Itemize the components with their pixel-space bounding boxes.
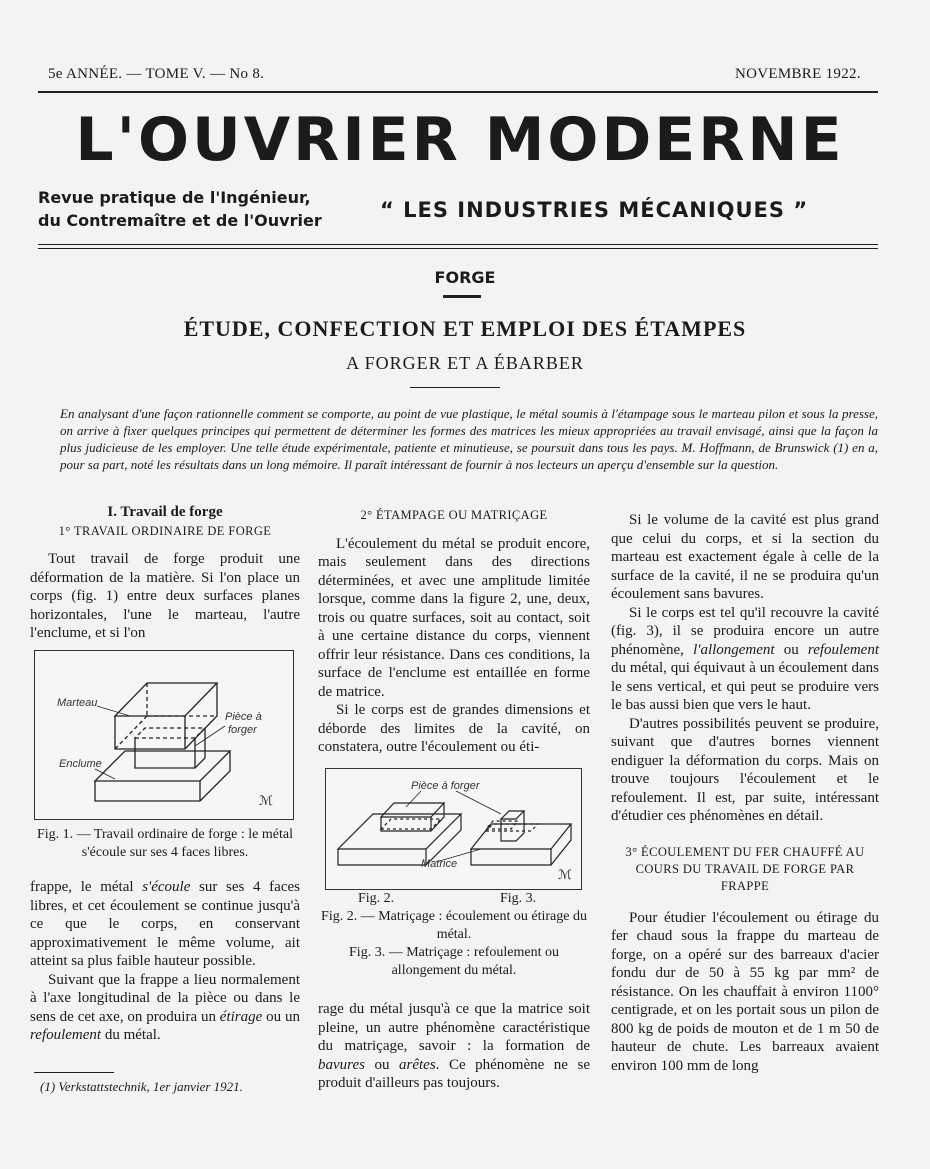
- col2-paragraph-1: L'écoulement du métal se produit encore, mais seulement dans des directions déterminées, et avec une amplitude limitée lorsque, comme dans la figure 2, une, deux, trois ou quatre surfaces, soit au contact, soit à une certaine distance du corps, viennent offrir leur résistance. Dans ces conditions, la surface de l'enclume est entaillée en forme de matrice.: [318, 535, 590, 700]
- masthead-subtitle-right: “ LES INDUSTRIES MÉCANIQUES ”: [380, 198, 809, 222]
- issue-date: NOVEMBRE 1922.: [735, 66, 861, 82]
- fig3-number: Fig. 3.: [500, 891, 537, 906]
- text-run: ou: [774, 641, 808, 658]
- text-emphasis: s'écoule: [142, 879, 191, 895]
- fig2-label-matrice: Matrice: [421, 858, 458, 870]
- article-title: ÉTUDE, CONFECTION ET EMPLOI DES ÉTAMPES: [183, 316, 747, 341]
- fig1-caption: Fig. 1. — Travail ordinaire de forge : le métal s'écoule sur ses 4 faces libres.: [37, 827, 293, 860]
- text-emphasis: l'allongement: [693, 641, 775, 658]
- column-2: [318, 506, 590, 757]
- col3-paragraph-3: D'autres possibilités peuvent se produire, suivant que d'autres bornes viennent endiguer la déformation du corps. Mais on trouve toujours l'écoulement et le refoulement. Il est, par suite, intéressant d'étudier ces phénomènes en détail.: [611, 715, 879, 824]
- column-1-continued: [30, 826, 300, 1045]
- figure-2-3-drawing: [326, 769, 581, 889]
- text-emphasis: bavures: [318, 1056, 365, 1073]
- figure-1: [34, 650, 294, 820]
- text-run: rage du métal jusqu'à ce que la matrice soit pleine, un autre phénomène caractéristique du matriçage, savoir : la formation de: [318, 1001, 590, 1054]
- text-emphasis: refoulement: [30, 1027, 102, 1043]
- section-label: FORGE: [434, 268, 496, 287]
- figure-1-drawing: [35, 651, 293, 819]
- masthead-title: L'OUVRIER MODERNE: [75, 105, 845, 175]
- col1-paragraph-3: [30, 971, 300, 1045]
- col3-paragraph-2: [611, 604, 879, 715]
- column-2-continued: [318, 890, 590, 1093]
- column-1: [30, 503, 300, 643]
- text-run: ou un: [262, 1008, 300, 1025]
- fig1-label-enclume: Enclume: [59, 758, 102, 770]
- issue-info: 5e ANNÉE. — TOME V. — No 8.: [48, 66, 265, 82]
- col3-subheading: 3° ÉCOULEMENT DU FER CHAUFFÉ AU COURS DU TRAVAIL DE FORGE PAR FRAPPE: [625, 844, 865, 893]
- figure-2-3: [325, 768, 582, 890]
- col2-subheading: 2° ÉTAMPAGE OU MATRIÇAGE: [360, 508, 548, 522]
- column-3: [611, 511, 879, 1075]
- engraver-mark: ℳ: [558, 867, 572, 882]
- text-run: du métal, qui équivaut à un écoulement dans le sens vertical, et qui peut se produire vers le bas aussi bien que vers le haut.: [611, 660, 879, 713]
- text-emphasis: refoulement: [807, 641, 880, 658]
- subtitle-line-1: Revue pratique de l'Ingénieur,: [38, 188, 311, 207]
- article-subtitle: A FORGER ET A ÉBARBER: [346, 353, 584, 373]
- masthead-rule-top: [38, 244, 878, 245]
- text-run: Si le corps est tel qu'il recouvre la cavité (fig. 3), il se produira encore un autre phénomène,: [611, 604, 879, 658]
- col2-paragraph-2: Si le corps est de grandes dimensions et déborde des limites de la cavité, on constatera, outre l'écoulement ou éti-: [318, 702, 590, 755]
- text-run: . Ce phénomène ne se produit d'ailleurs pas toujours.: [318, 1056, 590, 1091]
- footnote-rule: [34, 1072, 114, 1073]
- masthead-subtitle-left: [38, 186, 322, 232]
- fig3-caption: Fig. 3. — Matriçage : refoulement ou allongement du métal.: [349, 945, 559, 978]
- masthead-rule-bottom: [38, 248, 878, 249]
- footnote: (1) Verkstattstechnik, 1er janvier 1921.: [40, 1079, 243, 1094]
- text-run: du métal.: [101, 1027, 161, 1043]
- fig1-label-piece: Pièce à: [225, 711, 262, 723]
- text-run: ou: [364, 1056, 399, 1073]
- text-run: sur ses 4 faces libres, et cet écoulement se continue jusqu'à ce que le corps, en conservant approximativement le même volume, ait atteint sa plus faible hauteur possible.: [30, 879, 300, 969]
- fig-number-row: [318, 890, 590, 908]
- subtitle-line-2: du Contremaître et de l'Ouvrier: [38, 211, 322, 230]
- text-emphasis: étirage: [219, 1008, 263, 1025]
- text-emphasis: arêtes: [399, 1056, 436, 1073]
- fig2-number: Fig. 2.: [358, 891, 395, 906]
- col3-paragraph-4: Pour étudier l'écoulement ou étirage du fer chaud sous la frappe du marteau de forge, on a opéré sur des barreaux d'acier fondu dur de 50 à 55 kg par mm² de résistance. On les chauffait à environ 1100° centigrade, et on les portait sous un pilon de 800 kg de poids de mouton et de 1 m 50 de hauteur de chute. Les barreaux avaient environ 100 mm de long: [611, 909, 879, 1074]
- title-rule: [410, 387, 500, 388]
- fig2-caption: Fig. 2. — Matriçage : écoulement ou étirage du métal.: [321, 909, 587, 942]
- fig1-label-forger: forger: [228, 724, 257, 736]
- fig1-label-marteau: Marteau: [57, 697, 98, 709]
- section-underline: [443, 295, 481, 298]
- text-run: frappe, le métal: [30, 879, 143, 895]
- col3-paragraph-1: Si le volume de la cavité est plus grand que celui du corps, et si la section du marteau est exactement égale à celle de la surface de la cavité, il ne se produira qu'un écoulement sans bavures.: [611, 512, 879, 602]
- col1-paragraph-2: [30, 878, 300, 971]
- article-intro: En analysant d'une façon rationnelle comment se comporte, au point de vue plastique, le métal soumis à l'étampage sous le marteau pilon et sous la presse, on arrive à fixer quelques principes qui permettent de déterminer les formes des matrices les mieux appropriées au travail envisagé, ainsi que la façon la plus judicieuse de les employer. Une telle étude expérimentale, patiente et minutieuse, se poursuit dans tous les pays. M. Hoffmann, de Brunswick (1) en a, pour sa part, noté les résultats dans un long mémoire. Il paraît intéressant de fournir à nos lecteurs un aperçu d'ensemble sur la question.: [60, 406, 878, 472]
- header-rule: [38, 91, 878, 93]
- engraver-mark: ℳ: [259, 793, 273, 808]
- col1-heading: I. Travail de forge: [107, 504, 223, 520]
- fig2-label-piece: Pièce à forger: [411, 780, 480, 792]
- col1-subheading: 1° TRAVAIL ORDINAIRE DE FORGE: [58, 523, 272, 538]
- text-run: Suivant que la frappe a lieu normalement à l'axe longitudinal de la pièce ou dans le sens de cet axe, on produira un: [30, 971, 300, 1025]
- col2-paragraph-3: [318, 1000, 590, 1093]
- col1-paragraph-1: Tout travail de forge produit une déformation de la matière. Si l'on place un corps (fig. 1) entre deux surfaces planes horizontales, l'une le marteau, l'autre l'enclume, et si l'on: [30, 551, 300, 641]
